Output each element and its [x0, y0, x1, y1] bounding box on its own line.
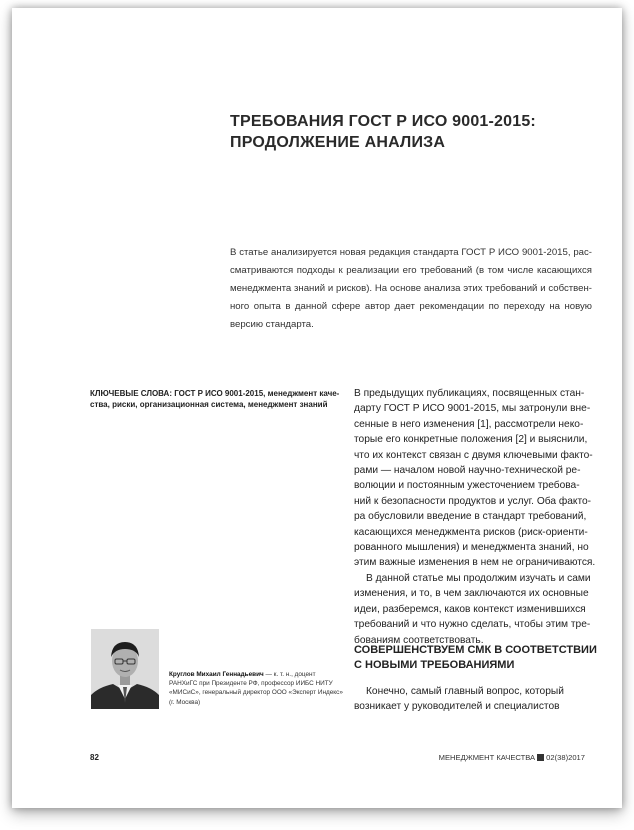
body-line: бованиям соответствовать. — [354, 634, 484, 646]
title-line: ТРЕБОВАНИЯ ГОСТ Р ИСО 9001-2015: — [230, 113, 536, 130]
body-column — [354, 386, 594, 648]
body-line: рами — началом новой научно-технической ре- — [354, 465, 581, 477]
abstract-line: ного опыта в данной сфере автор дает рекомендации по переходу на новую — [230, 301, 592, 312]
abstract-line: сматриваются подходы к реализации его требований (в том числе касающихся — [230, 265, 592, 276]
body-line: этим важные изменения в нем не ограничиваются. — [354, 557, 596, 569]
body-line: возникает у руководителей и специалистов — [354, 701, 560, 713]
title-line: ПРОДОЛЖЕНИЕ АНАЛИЗА — [230, 134, 446, 151]
author-line: (г. Москва) — [169, 698, 201, 706]
section-heading-line: СОВЕРШЕНСТВУЕМ СМК В СООТВЕТСТВИИ — [354, 644, 597, 656]
journal-footer — [439, 753, 585, 762]
square-separator-icon — [537, 754, 544, 761]
author-line: «МИСиС», генеральный директор ООО «Эксперт Индекс» — [169, 689, 343, 697]
body-line: касающихся менеджмента рисков (риск-ориенти- — [354, 526, 588, 538]
section-heading — [354, 643, 599, 673]
body-line: рованного мышления) и менеджмента знаний, но — [354, 542, 589, 554]
abstract-line: менеджмента знаний и рисков). На основе анализа этих требований и собствен- — [230, 283, 592, 294]
body-line: В данной статье мы продолжим изучать и сами — [366, 572, 591, 584]
abstract-line: В статье анализируется новая редакция стандарта ГОСТ Р ИСО 9001-2015, рас- — [230, 247, 592, 258]
body-line: ра обусловили введение в стандарт требований, — [354, 511, 587, 523]
author-info — [169, 670, 343, 707]
body-line: изменения, и то, в чем заключаются их основные — [354, 588, 589, 600]
keywords — [90, 388, 340, 410]
body-line: ний к безопасности продуктов и услуг. Оба факто- — [354, 495, 592, 507]
body-line: Конечно, самый главный вопрос, который — [366, 686, 564, 697]
body-line: идеи, разберемся, каков контекст изменившихся — [354, 603, 586, 615]
author-portrait-icon — [91, 629, 159, 709]
section-heading-line: С НОВЫМИ ТРЕБОВАНИЯМИ — [354, 659, 515, 671]
article-title — [230, 111, 590, 153]
abstract — [230, 244, 592, 334]
body-line: требований и что нужно сделать, чтобы этим тре- — [354, 619, 591, 631]
keywords-line: ства, риски, организационная система, менеджмент знаний — [90, 400, 328, 409]
body-line: дарту ГОСТ Р ИСО 9001-2015, мы затронули вне- — [354, 403, 591, 415]
abstract-line: версию стандарта. — [230, 319, 314, 330]
journal-page — [12, 8, 622, 808]
body-line: В предыдущих публикациях, посвященных стан- — [354, 388, 585, 399]
section-text — [354, 684, 594, 715]
body-line: торые его конкретные положения [2] и выяснили, — [354, 434, 588, 446]
keywords-line: КЛЮЧЕВЫЕ СЛОВА: ГОСТ Р ИСО 9001-2015, менеджмент каче- — [90, 389, 340, 398]
author-line: РАНХиГС при Президенте РФ, профессор ИИБС НИТУ — [169, 680, 333, 688]
body-line: волюции и постоянным ужесточением требова- — [354, 480, 580, 492]
journal-name: МЕНЕДЖМЕНТ КАЧЕСТВА — [438, 753, 536, 762]
author-line: — к. т. н., доцент — [263, 671, 316, 678]
body-line: что их контекст связан с двумя ключевыми факто- — [354, 449, 593, 461]
page-number: 82 — [90, 753, 99, 762]
journal-issue: 02(38)2017 — [546, 753, 585, 762]
body-line: сенные в него изменения [1], рассмотрели неко- — [354, 418, 584, 430]
author-name: Круглов Михаил Геннадьевич — [169, 671, 264, 678]
author-photo — [91, 629, 159, 709]
